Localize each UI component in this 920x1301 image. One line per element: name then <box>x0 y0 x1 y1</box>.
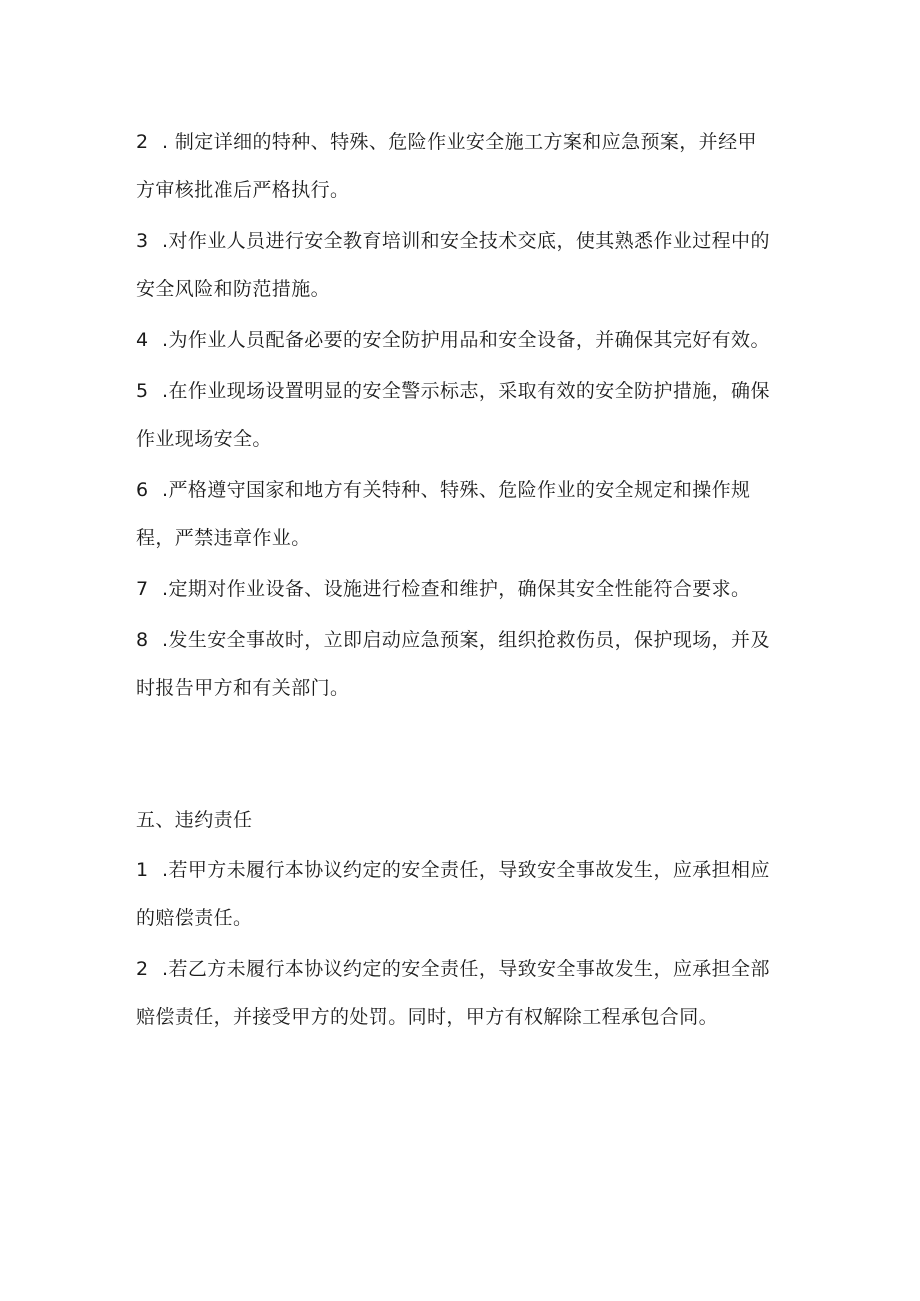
section-title: 五、违约责任 <box>136 809 253 831</box>
list-item <box>136 846 776 942</box>
item-text: .定期对作业设备、设施进行检查和维护，确保其安全性能符合要求。 <box>162 578 751 600</box>
item-text: .对作业人员进行安全教育培训和安全技术交底，使其熟悉作业过程中的安全风险和防范措施。 <box>136 230 770 300</box>
item-number: 2 <box>136 958 149 980</box>
item-text: .若乙方未履行本协议约定的安全责任，导致安全事故发生，应承担全部赔偿责任，并接受甲方的处罚。同时，甲方有权解除工程承包合同。 <box>136 958 770 1028</box>
item-number: 2 <box>136 131 149 153</box>
item-number: 7 <box>136 578 149 600</box>
item-text: .严格遵守国家和地方有关特种、特殊、危险作业的安全规定和操作规程，严禁违章作业。 <box>136 479 751 549</box>
list-item <box>136 616 776 712</box>
list-item <box>136 316 776 364</box>
list-item <box>136 565 776 613</box>
item-text: .发生安全事故时，立即启动应急预案，组织抢救伤员，保护现场，并及时报告甲方和有关部门。 <box>136 629 770 699</box>
list-item <box>136 118 776 214</box>
item-number: 1 <box>136 859 149 881</box>
item-text: . 制定详细的特种、特殊、危险作业安全施工方案和应急预案，并经甲方审核批准后严格执行。 <box>136 131 757 201</box>
list-item <box>136 945 776 1041</box>
item-number: 3 <box>136 230 149 252</box>
list-item <box>136 367 776 463</box>
item-text: .为作业人员配备必要的安全防护用品和安全设备，并确保其完好有效。 <box>162 329 770 351</box>
item-number: 8 <box>136 629 149 651</box>
list-item <box>136 466 776 562</box>
item-number: 5 <box>136 380 149 402</box>
item-text: .在作业现场设置明显的安全警示标志，采取有效的安全防护措施，确保作业现场安全。 <box>136 380 770 450</box>
list-item <box>136 217 776 313</box>
item-text: .若甲方未履行本协议约定的安全责任，导致安全事故发生，应承担相应的赔偿责任。 <box>136 859 770 929</box>
liability-list <box>136 846 776 1044</box>
responsibility-list <box>136 118 776 715</box>
item-number: 6 <box>136 479 149 501</box>
item-number: 4 <box>136 329 149 351</box>
